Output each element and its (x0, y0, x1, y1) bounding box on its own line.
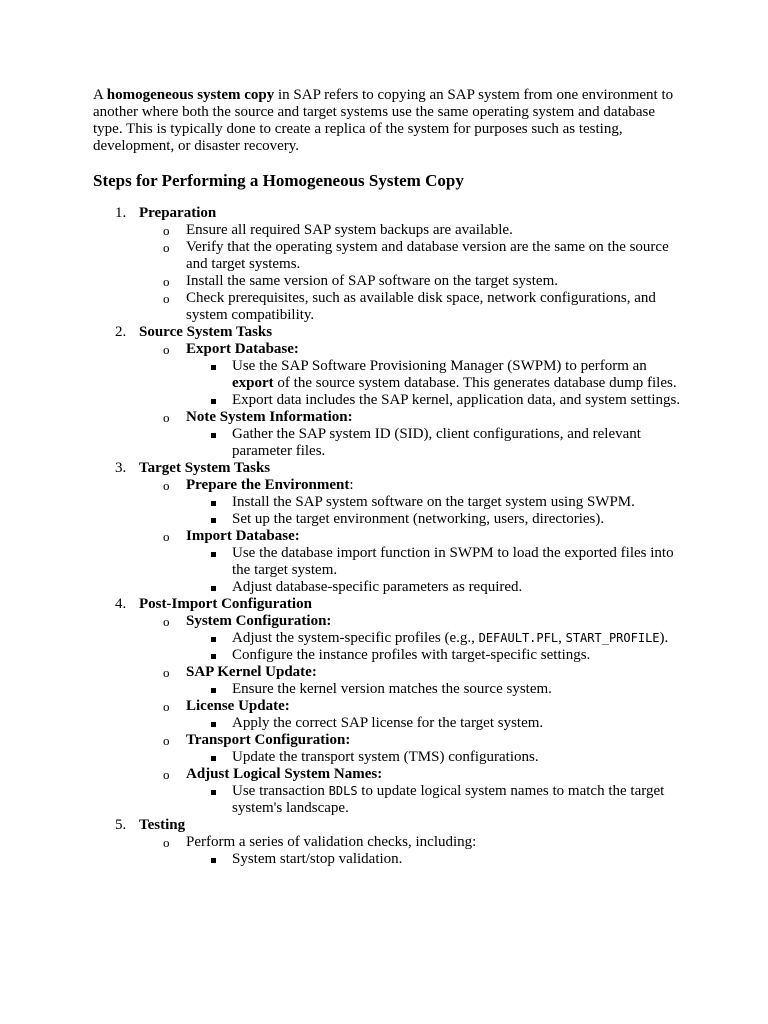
group-items (186, 681, 683, 698)
group-title: Adjust Logical System Names: (186, 766, 383, 782)
step-title: Testing (139, 817, 186, 833)
list-item: Update the transport system (TMS) configurations. (186, 749, 683, 766)
list-item: Apply the correct SAP license for the target system. (186, 715, 683, 732)
list-item: o Check prerequisites, such as available disk space, network configurations, and system compatibility. (163, 290, 656, 323)
square-bullet-icon (211, 518, 216, 523)
step-groups (139, 477, 683, 596)
group-title: SAP Kernel Update: (186, 664, 317, 680)
step-target-system-tasks (93, 460, 683, 596)
step-source-system-tasks (93, 324, 683, 460)
group-items (186, 783, 683, 817)
square-bullet-icon (211, 790, 216, 795)
step-testing (93, 817, 683, 868)
step-groups (139, 613, 683, 817)
square-bullet-icon (211, 433, 216, 438)
list-item: Gather the SAP system ID (SID), client configurations, and relevant parameter files. (186, 426, 683, 460)
list-item: Set up the target environment (networking, users, directories). (186, 511, 683, 528)
circle-bullet-icon: o (163, 240, 170, 255)
group-text: Perform a series of validation checks, including: (186, 834, 477, 850)
step-preparation (93, 205, 683, 324)
section-heading: Steps for Performing a Homogeneous System Copy (93, 171, 464, 190)
list-item: o Verify that the operating system and database version are the same on the source and target systems. (163, 239, 669, 272)
square-bullet-icon (211, 637, 216, 642)
group-title: Transport Configuration: (186, 732, 351, 748)
circle-bullet-icon: o (163, 665, 170, 680)
square-bullet-icon (211, 858, 216, 863)
step-number: 4. (115, 596, 127, 612)
step-title: Preparation (139, 205, 217, 221)
code-bdls: BDLS (328, 784, 358, 798)
list-item: Use the database import function in SWPM to load the exported files into the target system. (186, 545, 683, 579)
intro-term: homogeneous system copy (106, 87, 275, 103)
circle-bullet-icon: o (163, 699, 170, 714)
group-title: System Configuration: (186, 613, 332, 629)
group-items (186, 494, 683, 528)
square-bullet-icon (211, 756, 216, 761)
square-bullet-icon (211, 365, 216, 370)
circle-bullet-icon: o (163, 410, 170, 425)
square-bullet-icon (211, 552, 216, 557)
list-item: Use transaction BDLS to update logical system names to match the target system's landscape. (186, 783, 683, 817)
intro-rest: in SAP refers to copying an SAP system from one environment to another where both the source and target systems use the same operating system and database type. This is typically done to create a replica of the system for purposes such as testing, development, or disaster recovery. (93, 87, 674, 154)
square-bullet-icon (211, 501, 216, 506)
code-start-profile: START_PROFILE (565, 631, 660, 645)
group-transport-configuration (139, 732, 683, 766)
square-bullet-icon (211, 586, 216, 591)
circle-bullet-icon: o (163, 291, 170, 306)
group-title: Note System Information: (186, 409, 353, 425)
square-bullet-icon (211, 399, 216, 404)
circle-bullet-icon: o (163, 529, 170, 544)
list-item: Use the SAP Software Provisioning Manager (SWPM) to perform an export of the source system database. This generates database dump files. (186, 358, 683, 392)
step-title: Target System Tasks (139, 460, 271, 476)
list-item: System start/stop validation. (186, 851, 683, 868)
step-number: 5. (115, 817, 127, 833)
step-groups (139, 834, 683, 868)
group-title: Export Database: (186, 341, 299, 357)
square-bullet-icon (211, 722, 216, 727)
group-title: License Update: (186, 698, 290, 714)
group-note-system-information (139, 409, 683, 460)
step-number: 1. (115, 205, 127, 221)
group-items (186, 851, 683, 868)
list-item: Install the SAP system software on the target system using SWPM. (186, 494, 683, 511)
circle-bullet-icon: o (163, 835, 170, 850)
step-number: 3. (115, 460, 127, 476)
group-items (186, 426, 683, 460)
circle-bullet-icon: o (163, 223, 170, 238)
step-items (139, 222, 683, 324)
square-bullet-icon (211, 688, 216, 693)
list-item: Ensure the kernel version matches the source system. (186, 681, 683, 698)
circle-bullet-icon: o (163, 733, 170, 748)
list-item: Configure the instance profiles with target-specific settings. (186, 647, 683, 664)
list-item: o Install the same version of SAP software on the target system. (163, 273, 559, 289)
group-validation-checks (139, 834, 683, 868)
document-page (93, 87, 683, 868)
code-default-pfl: DEFAULT.PFL (478, 631, 559, 645)
circle-bullet-icon: o (163, 478, 170, 493)
list-item: Adjust database-specific parameters as required. (186, 579, 683, 596)
steps-list (93, 205, 683, 868)
group-title: Prepare the Environment (186, 477, 350, 493)
list-item: o Ensure all required SAP system backups are available. (163, 222, 513, 238)
group-adjust-logical-system-names (139, 766, 683, 817)
group-export-database (139, 341, 683, 409)
group-items (186, 630, 683, 664)
circle-bullet-icon: o (163, 342, 170, 357)
group-license-update (139, 698, 683, 732)
circle-bullet-icon: o (163, 614, 170, 629)
group-sap-kernel-update (139, 664, 683, 698)
step-number: 2. (115, 324, 127, 340)
group-title: Import Database: (186, 528, 300, 544)
square-bullet-icon (211, 654, 216, 659)
step-title: Source System Tasks (139, 324, 273, 340)
step-groups (139, 341, 683, 460)
intro-lead: A (93, 87, 107, 103)
list-item: Adjust the system-specific profiles (e.g., DEFAULT.PFL, START_PROFILE). (186, 630, 683, 647)
step-title: Post-Import Configuration (139, 596, 312, 612)
group-items (186, 749, 683, 766)
circle-bullet-icon: o (163, 274, 170, 289)
group-items (186, 545, 683, 596)
group-system-configuration (139, 613, 683, 664)
group-items (186, 358, 683, 409)
step-post-import-configuration (93, 596, 683, 817)
group-items (186, 715, 683, 732)
group-prepare-environment: o Prepare the Environment: Install the SAP system software on the target system using SWPM. Set up the target environment (networking, users, directories). (139, 477, 683, 528)
intro-paragraph (93, 87, 683, 155)
circle-bullet-icon: o (163, 767, 170, 782)
group-import-database (139, 528, 683, 596)
list-item: Export data includes the SAP kernel, application data, and system settings. (186, 392, 683, 409)
